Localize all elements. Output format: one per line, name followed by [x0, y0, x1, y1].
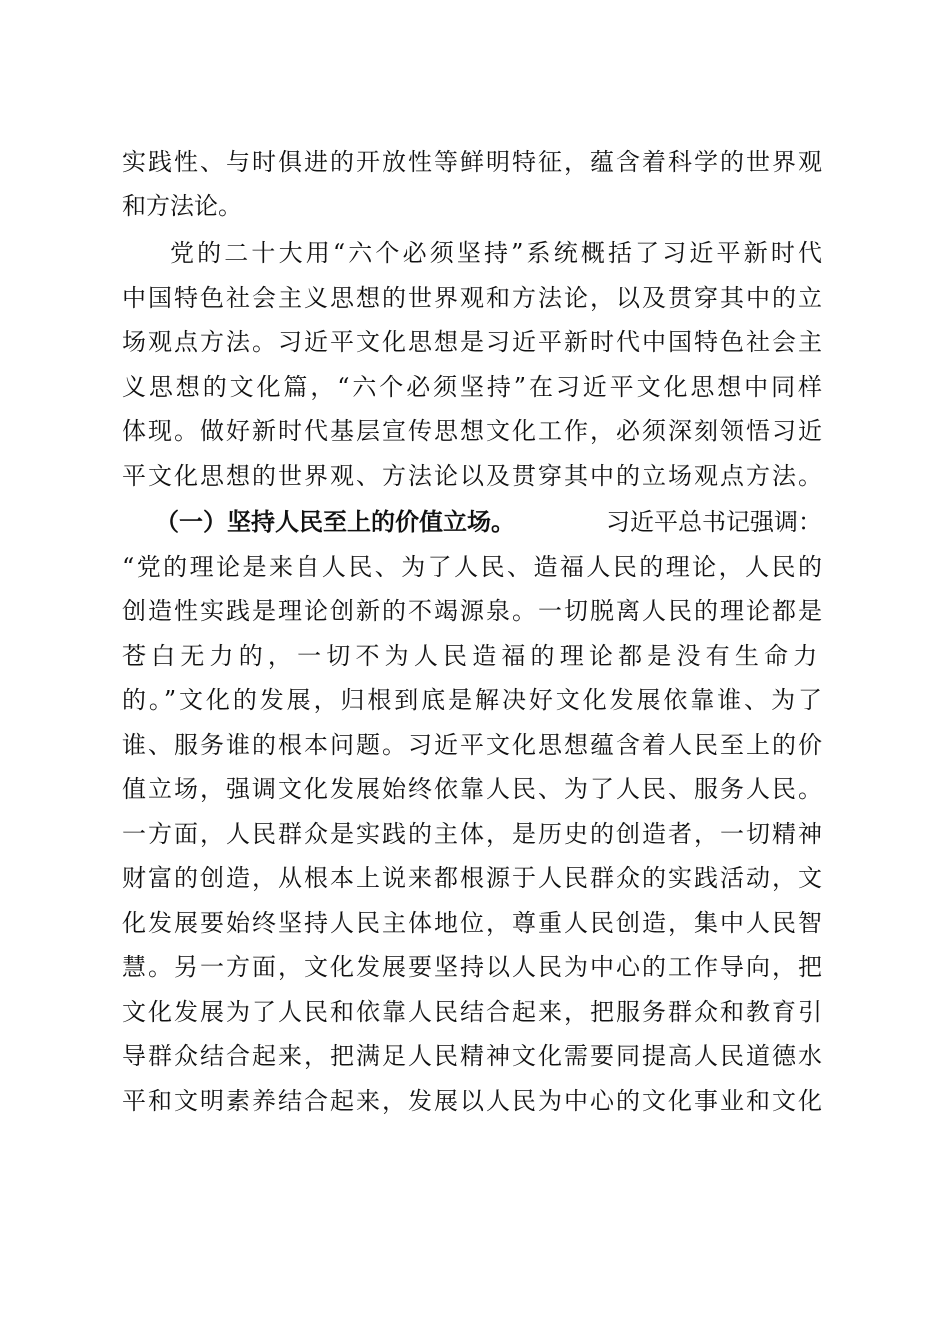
paragraph-line: 导群众结合起来，把满足人民精神文化需要同提高人民道德水 — [122, 1042, 822, 1070]
paragraph-line: 一方面，人民群众是实践的主体，是历史的创造者，一切精神 — [122, 820, 822, 848]
section-heading-line — [155, 502, 822, 542]
paragraph-line: “党的理论是来自人民、为了人民、造福人民的理论，人民的 — [122, 553, 822, 581]
paragraph-line: 义思想的文化篇，“六个必须坚持”在习近平文化思想中同样 — [122, 373, 822, 401]
paragraph-line: 平和文明素养结合起来，发展以人民为中心的文化事业和文化 — [122, 1087, 822, 1115]
paragraph-line: 值立场，强调文化发展始终依靠人民、为了人民、服务人民。 — [122, 775, 822, 803]
paragraph-line: 场观点方法。习近平文化思想是习近平新时代中国特色社会主 — [122, 328, 822, 356]
paragraph-line: 的。”文化的发展，归根到底是解决好文化发展依靠谁、为了 — [122, 686, 822, 714]
paragraph-line: 平文化思想的世界观、方法论以及贯穿其中的立场观点方法。 — [122, 462, 822, 490]
paragraph-line: 化发展要始终坚持人民主体地位，尊重人民创造，集中人民智 — [122, 909, 822, 937]
section-heading: （一）坚持人民至上的价值立场。 — [155, 507, 515, 536]
paragraph-line: 苍白无力的，一切不为人民造福的理论都是没有生命力 — [122, 642, 822, 670]
paragraph-line: 谁、服务谁的根本问题。习近平文化思想蕴含着人民至上的价 — [122, 731, 822, 759]
paragraph-line: 党的二十大用“六个必须坚持”系统概括了习近平新时代 — [170, 239, 822, 267]
paragraph-line: 慧。另一方面，文化发展要坚持以人民为中心的工作导向，把 — [122, 953, 822, 981]
paragraph-text: 习近平总书记强调： — [606, 508, 822, 536]
paragraph-line: 创造性实践是理论创新的不竭源泉。一切脱离人民的理论都是 — [122, 597, 822, 625]
paragraph-line: 中国特色社会主义思想的世界观和方法论，以及贯穿其中的立 — [122, 284, 822, 312]
paragraph-line: 财富的创造，从根本上说来都根源于人民群众的实践活动，文 — [122, 864, 822, 892]
paragraph-line: 和方法论。 — [122, 192, 242, 220]
paragraph-line: 实践性、与时俱进的开放性等鲜明特征，蕴含着科学的世界观 — [122, 148, 822, 176]
paragraph-line: 体现。做好新时代基层宣传思想文化工作，必须深刻领悟习近 — [122, 417, 822, 445]
paragraph-line: 文化发展为了人民和依靠人民结合起来，把服务群众和教育引 — [122, 998, 822, 1026]
